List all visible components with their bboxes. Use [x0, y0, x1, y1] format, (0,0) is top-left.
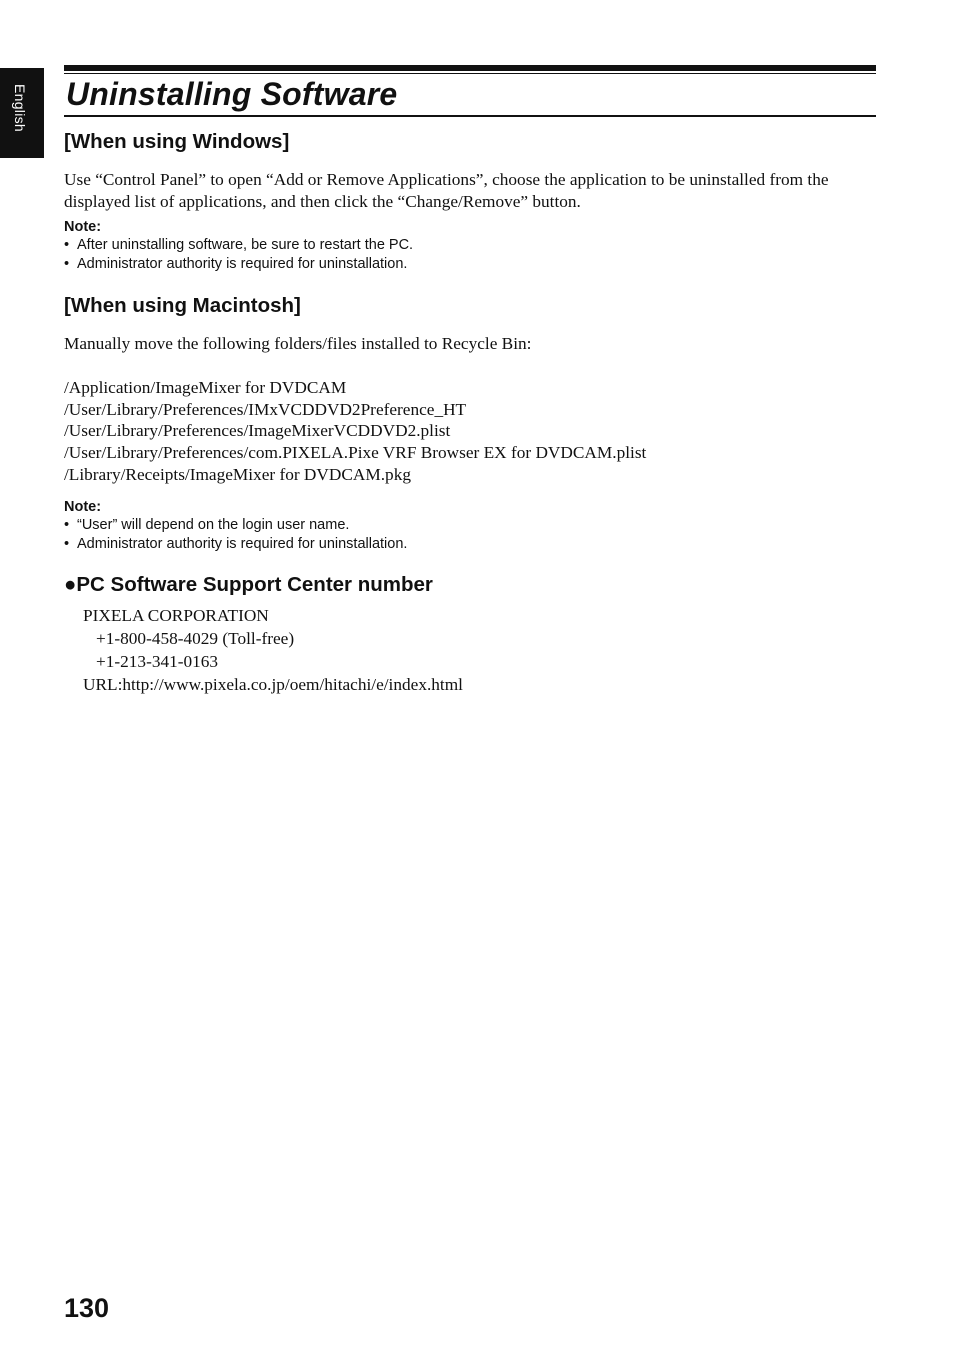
- macintosh-note-item: • “User” will depend on the login user name.: [64, 516, 407, 535]
- path-item: /Application/ImageMixer for DVDCAM: [64, 378, 347, 397]
- language-tab-label: English: [12, 84, 28, 133]
- support-phone: +1-213-341-0163: [96, 652, 219, 671]
- windows-body: Use “Control Panel” to open “Add or Remove Applications”, choose the application to be uninstalled from the displayed list of applications, and then click the “Change/Remove” button.: [64, 170, 829, 211]
- windows-note-label: Note:: [64, 219, 102, 235]
- support-url[interactable]: URL:http://www.pixela.co.jp/oem/hitachi/e/index.html: [83, 675, 463, 694]
- macintosh-path-list: [64, 377, 646, 486]
- macintosh-heading: [When using Macintosh]: [64, 294, 301, 317]
- macintosh-body: Manually move the following folders/files installed to Recycle Bin:: [64, 334, 532, 353]
- windows-note-item: • Administrator authority is required for uninstallation.: [64, 255, 413, 274]
- path-item: /User/Library/Preferences/com.PIXELA.Pixe VRF Browser EX for DVDCAM.plist: [64, 443, 647, 463]
- title-rule: [64, 115, 876, 117]
- path-item: /User/Library/Preferences/ImageMixerVCDDVD2.plist: [64, 421, 451, 441]
- title-bar-thick: [64, 65, 876, 71]
- windows-heading: [When using Windows]: [64, 130, 290, 153]
- macintosh-note-label: Note:: [64, 499, 102, 515]
- page-title: Uninstalling Software: [66, 76, 398, 112]
- windows-note-item: • After uninstalling software, be sure to restart the PC.: [64, 236, 413, 255]
- support-company: PIXELA CORPORATION: [83, 606, 269, 625]
- support-heading: ●PC Software Support Center number: [64, 573, 433, 596]
- macintosh-notes: [64, 516, 407, 554]
- language-tab: [0, 68, 44, 158]
- windows-notes: [64, 236, 413, 274]
- path-item: /User/Library/Preferences/IMxVCDDVD2Preference_HT: [64, 399, 467, 419]
- page-number: 130: [64, 1293, 110, 1323]
- path-item: /Library/Receipts/ImageMixer for DVDCAM.pkg: [64, 464, 411, 484]
- support-phone-tollfree: +1-800-458-4029 (Toll-free): [96, 629, 295, 648]
- macintosh-note-item: • Administrator authority is required for uninstallation.: [64, 535, 407, 554]
- support-info: [83, 604, 463, 696]
